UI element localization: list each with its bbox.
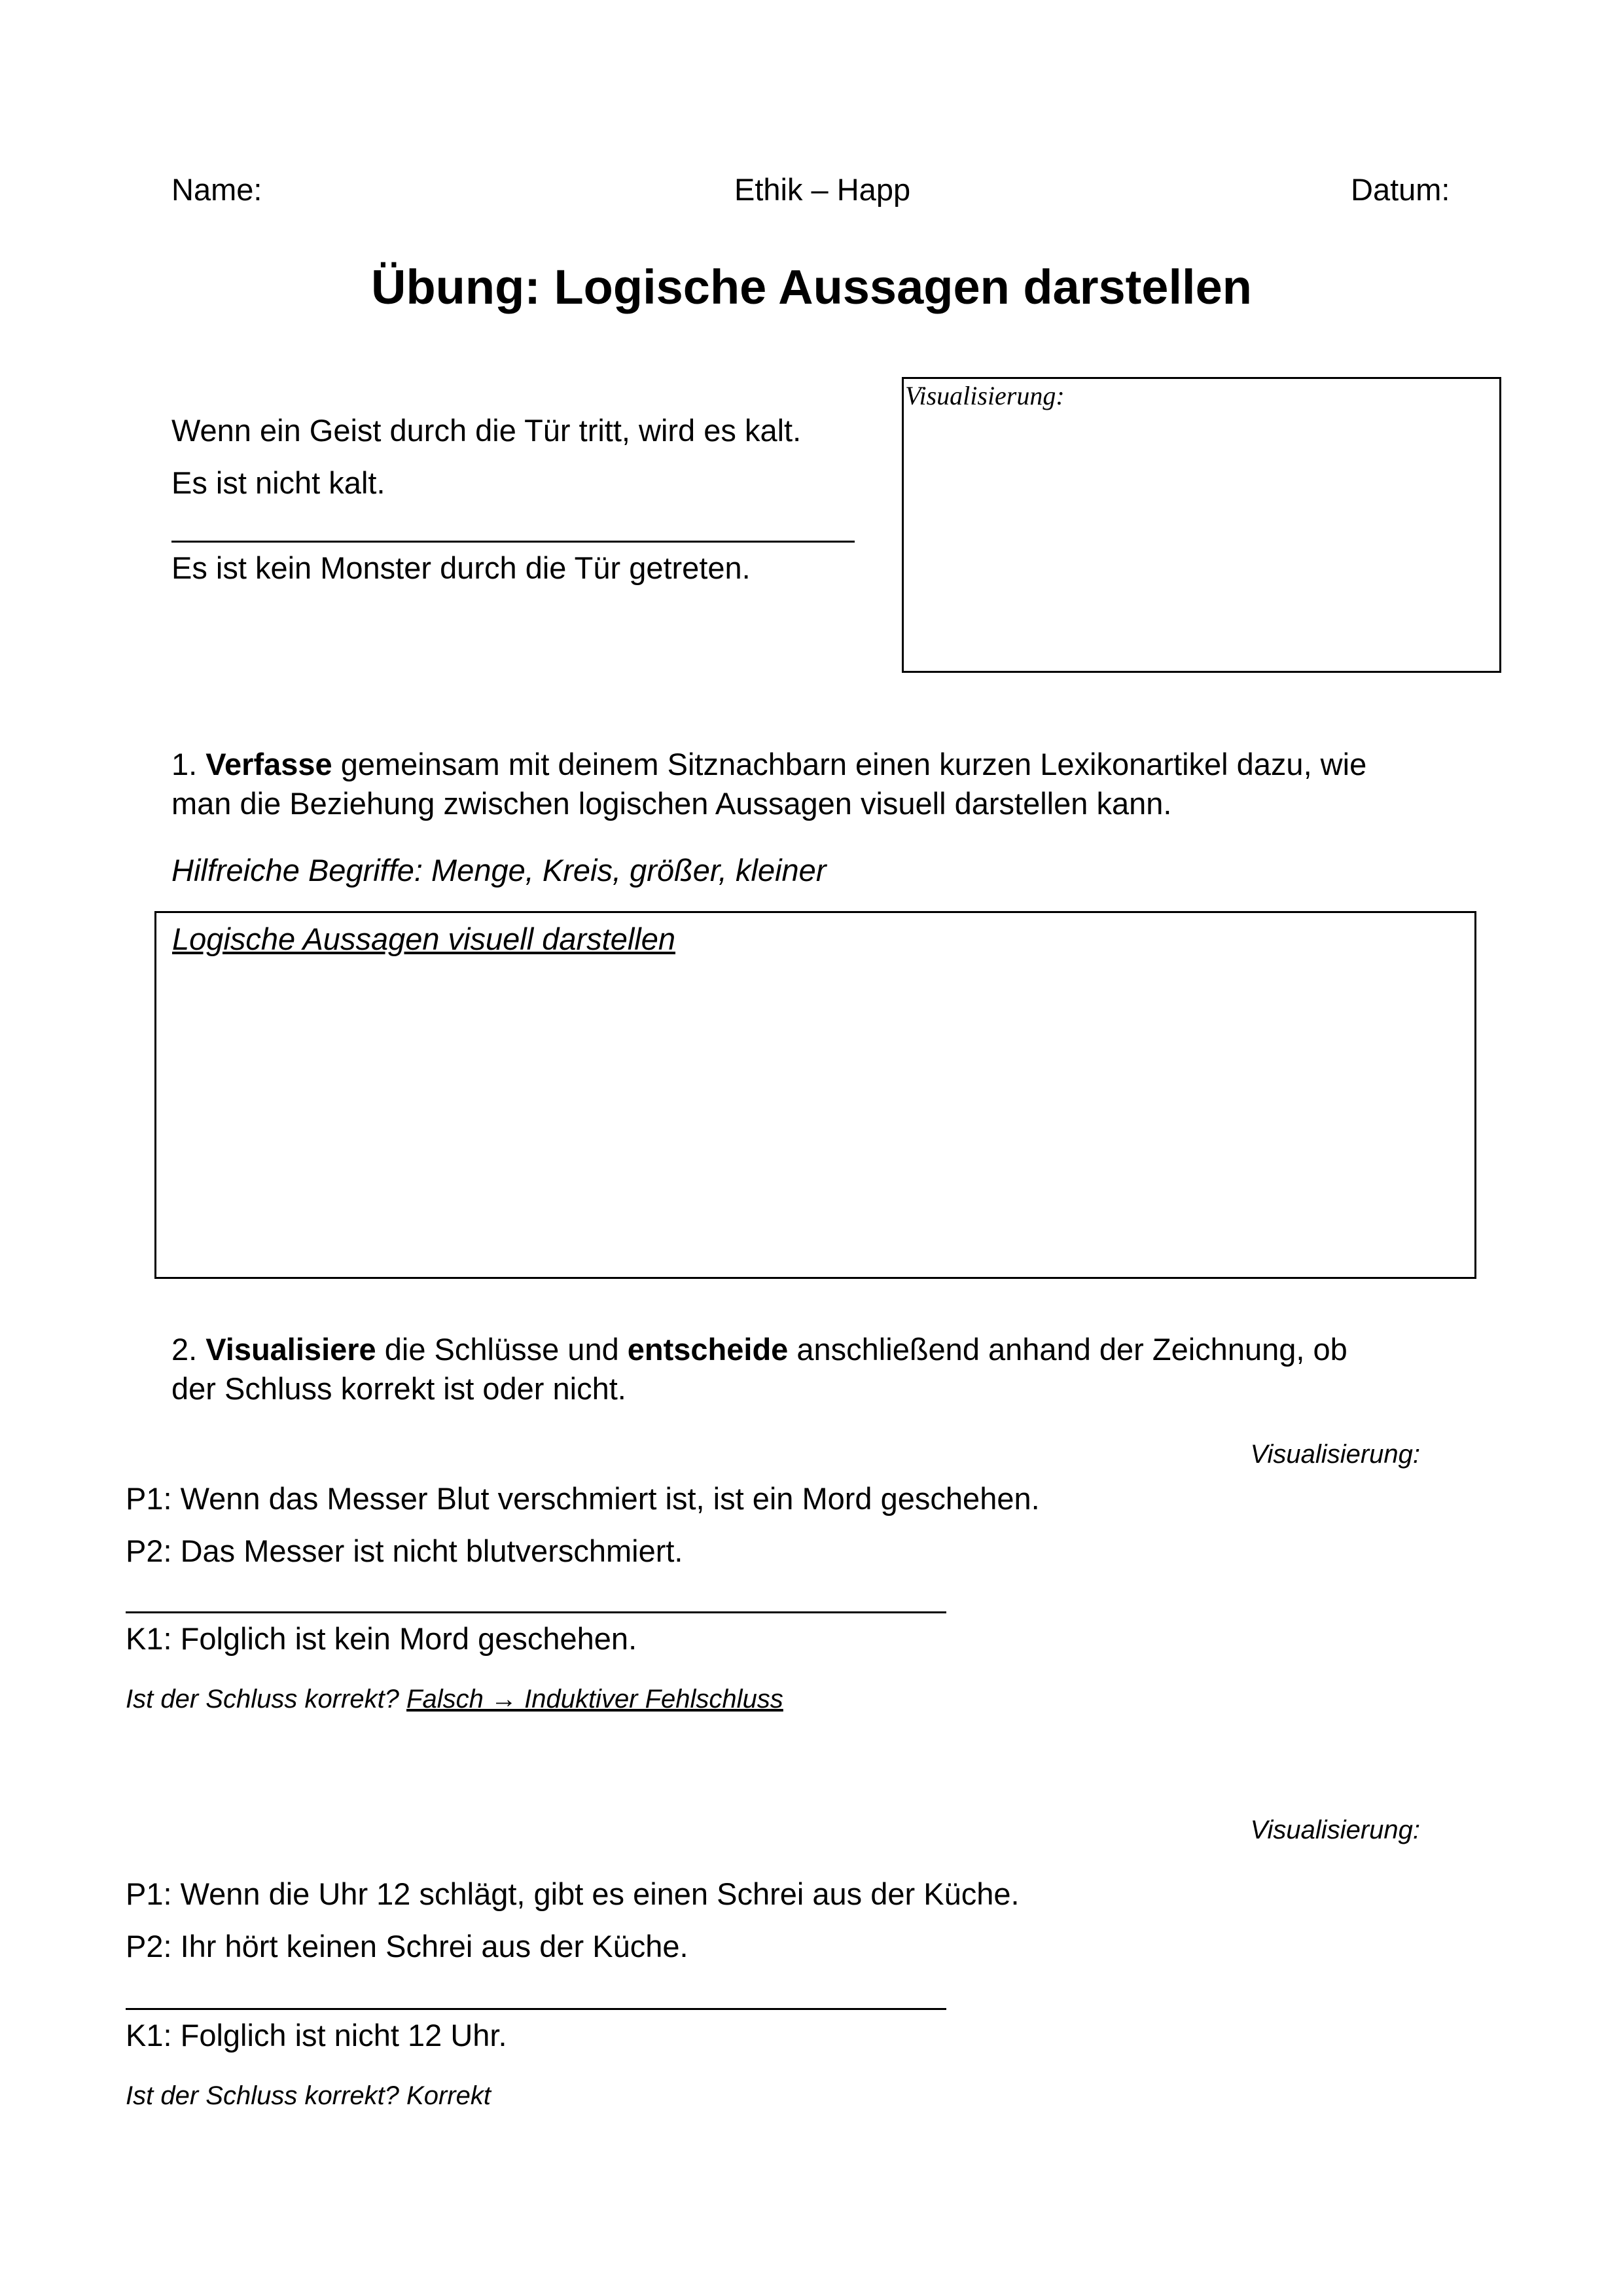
syllogism1-premise-1: P1: Wenn das Messer Blut verschmiert ist, ist ein Mord geschehen. <box>126 1481 1040 1516</box>
task1-rest: gemeinsam mit deinem Sitznachbarn einen kurzen Lexikonartikel dazu, wie <box>332 747 1367 781</box>
task1-box-heading: Logische Aussagen visuell darstellen <box>172 922 676 956</box>
task1-instruction-line2: man die Beziehung zwischen logischen Aussagen visuell darstellen kann. <box>171 786 1172 821</box>
task1-verb: Verfasse <box>205 747 332 781</box>
syllogism1-premise-2: P2: Das Messer ist nicht blutverschmiert. <box>126 1534 683 1568</box>
example-conclusion: Es ist kein Monster durch die Tür getreten. <box>171 550 751 585</box>
example-premise-2: Es ist nicht kalt. <box>171 465 385 500</box>
task2-verb-visualize: Visualisiere <box>205 1332 376 1367</box>
syllogism2-question: Ist der Schluss korrekt? <box>126 2081 407 2110</box>
syllogism1-conclusion: K1: Folglich ist kein Mord geschehen. <box>126 1621 637 1656</box>
syllogism1-visualization-label: Visualisierung: <box>1250 1440 1420 1469</box>
example-visualization-label: Visualisierung: <box>905 381 1065 410</box>
task1-instruction-line1 <box>171 746 1366 783</box>
page-title: Übung: Logische Aussagen darstellen <box>371 260 1252 314</box>
syllogism2-premise-2: P2: Ihr hört keinen Schrei aus der Küche. <box>126 1929 688 1964</box>
task1-number: 1. <box>171 747 198 781</box>
task2-instruction-line1 <box>171 1331 1347 1368</box>
name-label: Name: <box>171 172 262 207</box>
syllogism1-divider-line <box>126 1611 946 1613</box>
task2-instruction-line2: der Schluss korrekt ist oder nicht. <box>171 1371 626 1406</box>
date-label: Datum: <box>1351 172 1450 207</box>
example-divider-line <box>171 541 855 543</box>
syllogism2-visualization-label: Visualisierung: <box>1250 1816 1420 1844</box>
syllogism1-check <box>126 1683 783 1715</box>
course-label: Ethik – Happ <box>734 172 911 207</box>
task2-mid: die Schlüsse und <box>376 1332 628 1367</box>
syllogism2-check <box>126 2080 491 2111</box>
task2-number: 2. <box>171 1332 198 1367</box>
task1-answer-box[interactable] <box>154 911 1476 1279</box>
example-premise-1: Wenn ein Geist durch die Tür tritt, wird es kalt. <box>171 413 802 448</box>
syllogism2-conclusion: K1: Folglich ist nicht 12 Uhr. <box>126 2018 507 2053</box>
syllogism1-question: Ist der Schluss korrekt? <box>126 1685 407 1713</box>
task2-rest: anschließend anhand der Zeichnung, ob <box>788 1332 1347 1367</box>
task2-verb-decide: entscheide <box>627 1332 789 1367</box>
syllogism1-answer: Falsch → Induktiver Fehlschluss <box>406 1685 783 1713</box>
task1-hint: Hilfreiche Begriffe: Menge, Kreis, größer, kleiner <box>171 853 827 888</box>
example-visualization-box[interactable] <box>902 377 1501 673</box>
syllogism2-answer: Korrekt <box>406 2081 491 2110</box>
syllogism2-divider-line <box>126 2008 946 2010</box>
syllogism2-premise-1: P1: Wenn die Uhr 12 schlägt, gibt es einen Schrei aus der Küche. <box>126 1876 1020 1911</box>
